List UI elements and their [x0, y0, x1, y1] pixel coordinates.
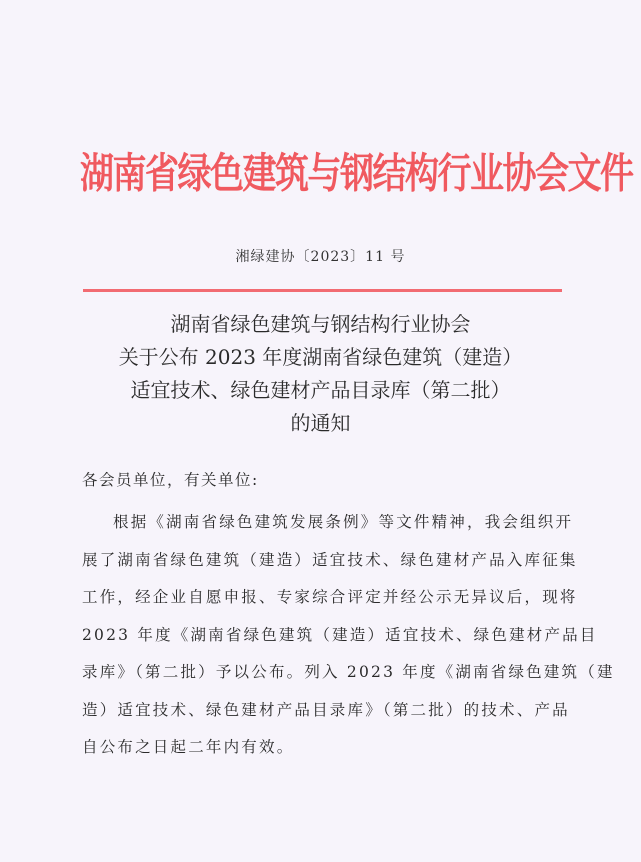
document-number: 湘绿建协〔2023〕11 号: [235, 249, 406, 265]
red-divider-rule: [83, 289, 562, 292]
salutation: 各会员单位，有关单位:: [82, 471, 259, 489]
body-line: 2023 年度《湖南省绿色建筑（建造）适宜技术、绿色建材产品目: [82, 625, 598, 644]
body-line: 工作，经企业自愿申报、专家综合评定并经公示无异议后，现将: [82, 588, 578, 606]
notice-body: [82, 504, 615, 767]
body-line: 根据《湖南省绿色建筑发展条例》等文件精神，我会组织开: [113, 513, 574, 531]
subject-line: 的通知: [290, 411, 351, 435]
body-line: 造）适宜技术、绿色建材产品目录库》（第二批）的技术、产品: [82, 700, 570, 719]
body-line: 展了湖南省绿色建筑（建造）适宜技术、绿色建材产品入库征集: [82, 550, 578, 569]
body-line: 录库》（第二批）予以公布。列入 2023 年度《湖南省绿色建筑（建: [82, 663, 615, 681]
subject-line: 适宜技术、绿色建材产品目录库（第二批）: [130, 378, 511, 402]
subject-line: 关于公布 2023 年度湖南省绿色建筑（建造）: [118, 345, 523, 369]
notice-subject: [0, 308, 641, 440]
document-header-title: 湖南省绿色建筑与钢结构行业协会文件: [80, 149, 633, 199]
subject-line: 湖南省绿色建筑与钢结构行业协会: [170, 312, 471, 336]
body-line: 自公布之日起二年内有效。: [82, 738, 295, 756]
